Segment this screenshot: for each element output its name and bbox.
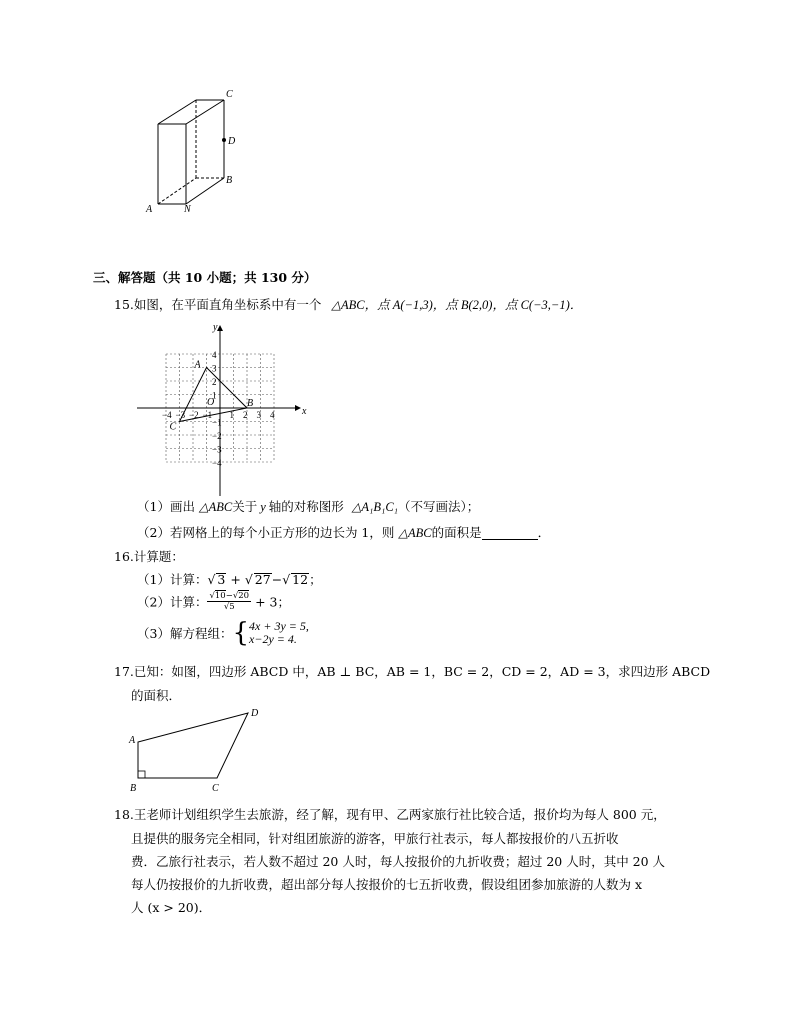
- q16-part2-rest: + 3；: [255, 594, 290, 610]
- point-d-dot: [222, 138, 226, 142]
- equation-1: 4x + 3y = 5,: [249, 619, 309, 633]
- section-title: 三、解答题（共 10 小题；共 130 分）: [93, 270, 317, 285]
- box-label-n: N: [184, 204, 191, 215]
- q15-part1-label: （1）: [137, 499, 170, 514]
- equation-system: [249, 620, 309, 646]
- quad-label-c: C: [212, 783, 219, 794]
- graph-label-origin: O: [207, 397, 215, 408]
- y-tick-label: −2: [212, 431, 222, 441]
- y-tick-label: −1: [212, 417, 222, 428]
- q15-part1-text: 画出: [169, 499, 195, 514]
- x-tick-label: 2: [243, 410, 248, 420]
- right-angle-mark: [138, 771, 145, 778]
- q17-line1: [114, 662, 710, 680]
- graph-label-a: A: [194, 359, 201, 371]
- q16-num-a: 10: [214, 591, 226, 601]
- q18-text-1: 王老师计划组织学生去旅游，经了解，现有甲、乙两家旅行社比较合适，报价均为每人 800 元，: [133, 807, 666, 822]
- x-tick-label: 1: [229, 410, 234, 420]
- graph-label-c: C: [169, 421, 177, 433]
- q16-title: [114, 547, 184, 565]
- q16-radicand-1: 3: [217, 572, 226, 587]
- rectangular-box-figure: [140, 86, 250, 218]
- q16-part3-label: （3）解方程组：: [137, 626, 233, 641]
- x-tick-label: −4: [162, 410, 172, 420]
- q15-part2-text: 若网格上的每个小正方形的边长为 1，则: [169, 525, 395, 540]
- q17-number: 17.: [114, 664, 134, 679]
- quad-label-b: B: [130, 783, 137, 794]
- y-tick-label: 1: [212, 390, 217, 401]
- q16-radicand-3: 12: [292, 572, 309, 587]
- q16-num-minus: −: [225, 591, 233, 601]
- q18-line3: 费．乙旅行社表示，若人数不超过 20 人时，每人按报价的九折收费；超过 20 人时，其中 20 人: [131, 854, 666, 869]
- q15-points: △ABC，点 A(−1,3)，点 B(2,0)，点 C(−3,−1)．: [331, 298, 583, 312]
- graph-label-y: y: [213, 322, 218, 333]
- quad-label-a: A: [129, 735, 136, 746]
- y-tick-labels: [212, 350, 222, 468]
- q15-part2-period: ．: [537, 525, 551, 540]
- q16-num-b: 20: [238, 591, 250, 601]
- q15-number: 15.: [114, 297, 134, 312]
- q16-den: 5: [229, 602, 235, 612]
- y-tick-label: 4: [212, 350, 217, 360]
- x-tick-label: 4: [270, 410, 275, 420]
- box-label-d: D: [228, 136, 236, 147]
- q18-number: 18.: [114, 807, 134, 822]
- q16-number: 16.: [114, 549, 134, 564]
- y-tick-label: −3: [212, 444, 222, 455]
- q15-part1-mid: 关于: [232, 499, 258, 514]
- q15-part2-label: （2）: [137, 525, 170, 540]
- q15-part2-triangle: △ABC: [398, 526, 432, 540]
- q15-part1-mid2: 轴的对称图形: [268, 499, 344, 514]
- y-tick-label: −4: [212, 458, 222, 468]
- box-label-c: C: [226, 89, 233, 100]
- box-label-b: B: [226, 175, 233, 186]
- q18-line2: 且提供的服务完全相同，针对组团旅游的游客，甲旅行社表示，每人都按报价的八五折收: [131, 831, 619, 846]
- q15-part1-end: （不写画法）；: [398, 499, 480, 514]
- q18-line5: 人 (x > 20)．: [131, 900, 212, 915]
- q16-title-text: 计算题：: [133, 549, 184, 564]
- q15-coordinate-graph: [135, 318, 310, 498]
- x-tick-label: −2: [189, 410, 199, 420]
- q16-fraction: $\frac{√10-√20}{√5}$: [209, 591, 250, 612]
- q16-part2: [137, 591, 290, 612]
- q18-line4: 每人仍按报价的九折收费，超出部分每人按报价的七五折收费，假设组团参加旅游的人数为 x: [131, 877, 643, 892]
- q16-part3: [137, 620, 309, 646]
- q16-part2-label: （2）计算：: [137, 594, 208, 610]
- quad-label-d: D: [251, 708, 259, 719]
- q16-part1: （1）计算：√ 3 + √ 27−√ 12；: [137, 572, 322, 587]
- q15-part1-figure: △A₁B₁C₁: [351, 500, 399, 514]
- q15-part1-triangle: △ABC: [198, 500, 233, 514]
- q17-text: 已知：如图，四边形 ABCD 中，AB ⊥ BC，AB = 1，BC = 2，CD = 2，AD = 3，求四边形 ABCD: [133, 664, 711, 679]
- x-tick-label: −1: [202, 410, 213, 420]
- brace-symbol: {: [232, 618, 250, 648]
- y-tick-label: 3: [212, 363, 217, 374]
- equation-2: x−2y = 4.: [249, 632, 297, 646]
- q16-part1-label: （1）计算：: [137, 572, 208, 587]
- q15-part1-axis: y: [260, 500, 266, 514]
- q18-line1: [114, 805, 666, 823]
- x-tick-label: −3: [175, 410, 186, 420]
- q16-minus: −: [271, 572, 283, 587]
- q17-line2: 的面积．: [131, 688, 182, 703]
- q15-stem: [114, 295, 582, 313]
- box-label-a: A: [146, 204, 153, 215]
- x-tick-label: 3: [256, 410, 261, 420]
- q16-plus: +: [230, 572, 241, 587]
- answer-blank[interactable]: [482, 527, 538, 540]
- graph-label-b: B: [247, 398, 254, 409]
- q16-part1-end: ；: [309, 572, 322, 587]
- quadrilateral-figure: [125, 702, 265, 794]
- q15-stem-text: 如图，在平面直角坐标系中有一个: [133, 297, 322, 312]
- q15-part1: [137, 497, 479, 515]
- graph-label-x: x: [302, 406, 307, 417]
- q15-part2: [137, 523, 550, 541]
- y-tick-label: 2: [212, 377, 217, 387]
- q15-part2-end: 的面积是: [431, 525, 482, 540]
- q16-radicand-2: 27: [254, 572, 271, 587]
